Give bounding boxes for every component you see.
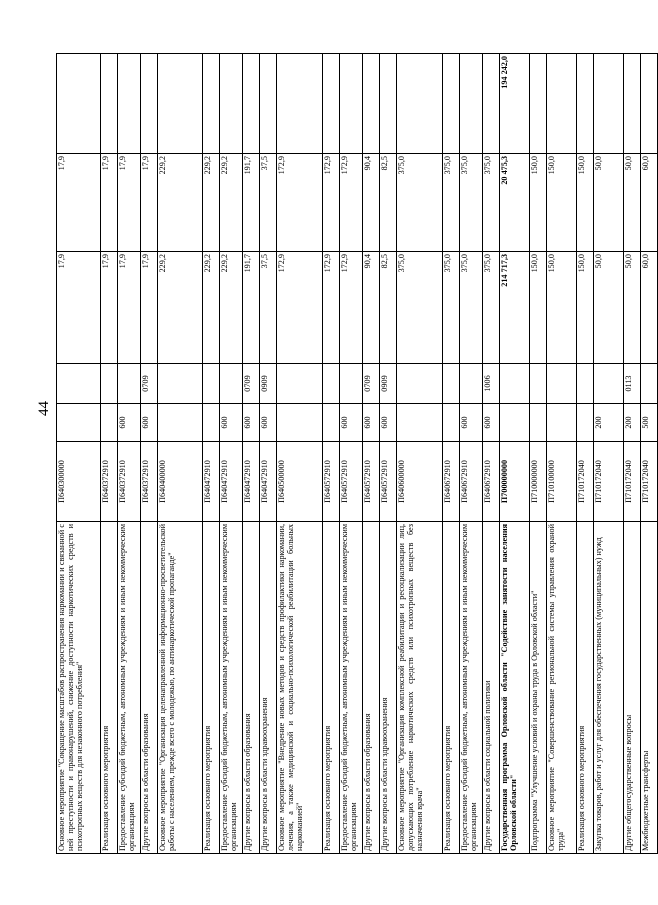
row-rz-cell: [323, 364, 340, 404]
row-vr-cell: 500: [641, 404, 658, 442]
row-rz-cell: [530, 364, 547, 404]
row-name-cell: Основное мероприятие "Организация целенаправленной информационно-просветительской работы с населением, прежде всего с молодежью, по антинаркотической пропаганде": [158, 522, 203, 854]
row-csr-cell: П640472910: [260, 442, 277, 522]
table-row: [141, 54, 158, 854]
row-name-cell: Предоставление субсидий бюджетным, автономным учреждениям и иным некоммерческим организациям: [220, 522, 243, 854]
row-regional-cell: 82,5: [380, 154, 397, 252]
row-vr-cell: 200: [624, 404, 641, 442]
row-vr-cell: [203, 404, 220, 442]
row-rz-cell: 0709: [363, 364, 380, 404]
row-regional-cell: 172,9: [277, 154, 323, 252]
row-federal-cell: [323, 54, 340, 154]
row-rz-cell: [443, 364, 460, 404]
row-federal-cell: [380, 54, 397, 154]
row-csr-cell: П640572910: [340, 442, 363, 522]
table-row: [547, 54, 577, 854]
row-federal-cell: [243, 54, 260, 154]
row-regional-cell: 191,7: [243, 154, 260, 252]
table-row: [641, 54, 658, 854]
row-total-cell: 172,9: [323, 252, 340, 364]
row-vr-cell: [277, 404, 323, 442]
row-regional-cell: 229,2: [203, 154, 220, 252]
row-name-cell: Другие вопросы в области образования: [243, 522, 260, 854]
table-row: [363, 54, 380, 854]
row-total-cell: 150,0: [547, 252, 577, 364]
row-name-cell: Предоставление субсидий бюджетным, автономным учреждениям и иным некоммерческим организациям: [460, 522, 483, 854]
row-total-cell: 191,7: [243, 252, 260, 364]
row-total-cell: 17,9: [118, 252, 141, 364]
row-name-cell: Реализация основного мероприятия: [203, 522, 220, 854]
row-name-cell: Реализация основного мероприятия: [101, 522, 118, 854]
row-csr-cell: П640500000: [277, 442, 323, 522]
row-rz-cell: 0709: [141, 364, 158, 404]
row-total-cell: 50,0: [624, 252, 641, 364]
row-federal-cell: [641, 54, 658, 154]
row-name-cell: Основное мероприятие "Сокращение масштабов распространения наркомании и связанной с ней преступности и правонарушений, снижение доступности наркотических средств и психотропных веществ для незаконного потребления": [57, 522, 101, 854]
row-name-cell: Государственная программа Орловской области "Содействие занятости населения Орловской области": [500, 522, 530, 854]
row-csr-cell: П640472910: [220, 442, 243, 522]
row-csr-cell: П640472910: [203, 442, 220, 522]
row-rz-cell: [277, 364, 323, 404]
row-vr-cell: [57, 404, 101, 442]
row-name-cell: Подпрограмма "Улучшение условий и охраны труда в Орловской области": [530, 522, 547, 854]
row-regional-cell: 375,0: [483, 154, 500, 252]
row-total-cell: 17,9: [141, 252, 158, 364]
row-vr-cell: [443, 404, 460, 442]
row-federal-cell: [483, 54, 500, 154]
row-federal-cell: [577, 54, 594, 154]
row-federal-cell: [57, 54, 101, 154]
row-vr-cell: 600: [243, 404, 260, 442]
row-name-cell: Основное мероприятие "Организация комплексной реабилитации и ресоциализации лиц, допускающих потребление наркотических средств или психотропных веществ без назначения врача": [397, 522, 443, 854]
row-total-cell: 229,2: [220, 252, 243, 364]
row-total-cell: 17,9: [57, 252, 101, 364]
table-row: [158, 54, 203, 854]
row-vr-cell: 600: [483, 404, 500, 442]
row-total-cell: 150,0: [530, 252, 547, 364]
row-csr-cell: П640572910: [323, 442, 340, 522]
row-vr-cell: [101, 404, 118, 442]
row-regional-cell: 17,9: [101, 154, 118, 252]
row-total-cell: 90,4: [363, 252, 380, 364]
row-vr-cell: 200: [594, 404, 624, 442]
row-regional-cell: 90,4: [363, 154, 380, 252]
row-total-cell: 375,0: [483, 252, 500, 364]
row-total-cell: 229,2: [203, 252, 220, 364]
row-total-cell: 375,0: [397, 252, 443, 364]
row-rz-cell: [397, 364, 443, 404]
row-rz-cell: 0113: [624, 364, 641, 404]
row-name-cell: Другие вопросы в области здравоохранения: [260, 522, 277, 854]
row-regional-cell: 375,0: [460, 154, 483, 252]
row-rz-cell: 1006: [483, 364, 500, 404]
row-regional-cell: 375,0: [397, 154, 443, 252]
row-rz-cell: 0909: [260, 364, 277, 404]
budget-table-rotated: [56, 54, 650, 854]
table-row: [340, 54, 363, 854]
table-row: [243, 54, 260, 854]
row-name-cell: Другие вопросы в области образования: [363, 522, 380, 854]
row-federal-cell: [624, 54, 641, 154]
row-total-cell: 82,5: [380, 252, 397, 364]
row-regional-cell: 172,9: [323, 154, 340, 252]
table-row: [483, 54, 500, 854]
row-rz-cell: [340, 364, 363, 404]
row-rz-cell: 0909: [380, 364, 397, 404]
table-row: [577, 54, 594, 854]
table-row: [397, 54, 443, 854]
row-total-cell: 60,0: [641, 252, 658, 364]
row-regional-cell: 150,0: [547, 154, 577, 252]
row-csr-cell: П640572910: [380, 442, 397, 522]
row-regional-cell: 375,0: [443, 154, 460, 252]
row-name-cell: Реализация основного мероприятия: [443, 522, 460, 854]
row-federal-cell: [363, 54, 380, 154]
row-federal-cell: [277, 54, 323, 154]
row-rz-cell: [101, 364, 118, 404]
row-csr-cell: П640672910: [443, 442, 460, 522]
row-regional-cell: 37,5: [260, 154, 277, 252]
table-row: [323, 54, 340, 854]
table-row: [594, 54, 624, 854]
row-total-cell: 17,9: [101, 252, 118, 364]
row-regional-cell: 17,9: [57, 154, 101, 252]
table-row: [57, 54, 101, 854]
row-federal-cell: [220, 54, 243, 154]
row-vr-cell: 600: [141, 404, 158, 442]
row-name-cell: Предоставление субсидий бюджетным, автономным учреждениям и иным некоммерческим организациям: [340, 522, 363, 854]
row-federal-cell: [340, 54, 363, 154]
row-regional-cell: 150,0: [530, 154, 547, 252]
row-vr-cell: [547, 404, 577, 442]
row-rz-cell: [158, 364, 203, 404]
row-total-cell: 375,0: [460, 252, 483, 364]
row-vr-cell: [577, 404, 594, 442]
row-vr-cell: 600: [363, 404, 380, 442]
row-rz-cell: 0709: [243, 364, 260, 404]
row-total-cell: 214 717,3: [500, 252, 530, 364]
row-rz-cell: [577, 364, 594, 404]
row-regional-cell: 60,0: [641, 154, 658, 252]
row-vr-cell: 600: [380, 404, 397, 442]
row-csr-cell: П640672910: [483, 442, 500, 522]
row-federal-cell: [460, 54, 483, 154]
row-vr-cell: [500, 404, 530, 442]
row-csr-cell: П700000000: [500, 442, 530, 522]
row-regional-cell: 229,2: [158, 154, 203, 252]
row-csr-cell: П640600000: [397, 442, 443, 522]
row-vr-cell: 600: [340, 404, 363, 442]
row-csr-cell: П710172040: [641, 442, 658, 522]
row-rz-cell: [220, 364, 243, 404]
row-regional-cell: 17,9: [118, 154, 141, 252]
row-vr-cell: 600: [260, 404, 277, 442]
row-rz-cell: [57, 364, 101, 404]
row-name-cell: Другие общегосударственные вопросы: [624, 522, 641, 854]
row-total-cell: 172,9: [340, 252, 363, 364]
row-name-cell: Предоставление субсидий бюджетным, автономным учреждениям и иным некоммерческим организациям: [118, 522, 141, 854]
table-row: [380, 54, 397, 854]
row-regional-cell: 229,2: [220, 154, 243, 252]
row-name-cell: Закупка товаров, работ и услуг для обеспечения государственных (муниципальных) нужд: [594, 522, 624, 854]
row-vr-cell: 600: [118, 404, 141, 442]
table-row: [500, 54, 530, 854]
budget-table: [56, 53, 658, 854]
row-regional-cell: 150,0: [577, 154, 594, 252]
row-vr-cell: [397, 404, 443, 442]
row-csr-cell: П710172040: [594, 442, 624, 522]
row-csr-cell: П640300000: [57, 442, 101, 522]
page-number: 44: [36, 401, 52, 416]
row-csr-cell: П710100000: [547, 442, 577, 522]
row-rz-cell: [118, 364, 141, 404]
row-regional-cell: 20 475,3: [500, 154, 530, 252]
row-name-cell: Другие вопросы в области образования: [141, 522, 158, 854]
table-row: [101, 54, 118, 854]
row-vr-cell: 600: [220, 404, 243, 442]
row-federal-cell: [101, 54, 118, 154]
row-rz-cell: [500, 364, 530, 404]
row-csr-cell: П640372910: [101, 442, 118, 522]
row-regional-cell: 172,9: [340, 154, 363, 252]
row-federal-cell: [118, 54, 141, 154]
row-federal-cell: [594, 54, 624, 154]
row-name-cell: Другие вопросы в области здравоохранения: [380, 522, 397, 854]
row-vr-cell: [323, 404, 340, 442]
row-total-cell: 50,0: [594, 252, 624, 364]
table-body: [57, 54, 658, 854]
row-csr-cell: П710000000: [530, 442, 547, 522]
table-row: [277, 54, 323, 854]
row-regional-cell: 50,0: [594, 154, 624, 252]
row-total-cell: 172,9: [277, 252, 323, 364]
row-federal-cell: [530, 54, 547, 154]
row-name-cell: Реализация основного мероприятия: [323, 522, 340, 854]
row-rz-cell: [203, 364, 220, 404]
row-csr-cell: П640372910: [118, 442, 141, 522]
row-vr-cell: 600: [460, 404, 483, 442]
row-total-cell: 37,5: [260, 252, 277, 364]
row-total-cell: 375,0: [443, 252, 460, 364]
row-regional-cell: 50,0: [624, 154, 641, 252]
row-name-cell: Другие вопросы в области социальной политики: [483, 522, 500, 854]
row-vr-cell: [158, 404, 203, 442]
row-name-cell: Реализация основного мероприятия: [577, 522, 594, 854]
table-row: [443, 54, 460, 854]
table-row: [460, 54, 483, 854]
row-rz-cell: [641, 364, 658, 404]
table-row: [118, 54, 141, 854]
row-federal-cell: [158, 54, 203, 154]
row-federal-cell: [397, 54, 443, 154]
row-name-cell: Межбюджетные трансферты: [641, 522, 658, 854]
row-federal-cell: [203, 54, 220, 154]
row-name-cell: Основное мероприятие "Совершенствование региональной системы управления охраной труда": [547, 522, 577, 854]
row-name-cell: Основное мероприятие "Внедрение новых методов и средств профилактики наркомании, лечения, а также медицинской и социально-психологической реабилитации больных наркоманией": [277, 522, 323, 854]
row-csr-cell: П640572910: [363, 442, 380, 522]
row-federal-cell: [547, 54, 577, 154]
row-federal-cell: [141, 54, 158, 154]
row-csr-cell: П710172040: [577, 442, 594, 522]
row-rz-cell: [547, 364, 577, 404]
row-rz-cell: [460, 364, 483, 404]
table-row: [220, 54, 243, 854]
row-federal-cell: [443, 54, 460, 154]
table-row: [624, 54, 641, 854]
row-total-cell: 229,2: [158, 252, 203, 364]
table-row: [260, 54, 277, 854]
row-regional-cell: 17,9: [141, 154, 158, 252]
row-csr-cell: П640472910: [243, 442, 260, 522]
row-csr-cell: П710172040: [624, 442, 641, 522]
row-csr-cell: П640400000: [158, 442, 203, 522]
row-rz-cell: [594, 364, 624, 404]
row-federal-cell: 194 242,0: [500, 54, 530, 154]
table-row: [530, 54, 547, 854]
row-vr-cell: [530, 404, 547, 442]
row-csr-cell: П640372910: [141, 442, 158, 522]
table-row: [203, 54, 220, 854]
row-total-cell: 150,0: [577, 252, 594, 364]
row-csr-cell: П640672910: [460, 442, 483, 522]
row-federal-cell: [260, 54, 277, 154]
